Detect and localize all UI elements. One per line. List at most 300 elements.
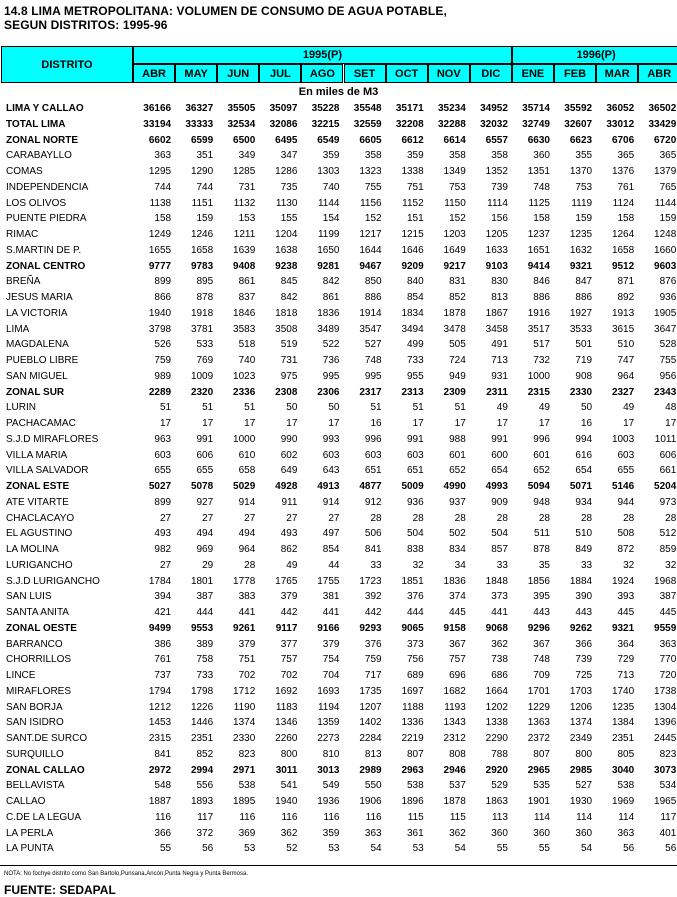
value-cell: 914 [322, 496, 340, 508]
district-name: ZONAL ESTE [6, 481, 70, 492]
value-cell: 2965 [527, 764, 550, 776]
value-cell: 5094 [527, 481, 550, 492]
table-row-total [0, 259, 677, 275]
value-cell: 9262 [569, 622, 593, 634]
district-name: BREÑA [6, 276, 41, 288]
value-cell: 1633 [485, 244, 508, 256]
district-name: ZONAL OESTE [6, 622, 77, 634]
value-cell: 982 [154, 544, 172, 555]
value-cell: 349 [238, 150, 256, 162]
value-cell: 1639 [233, 244, 256, 256]
value-cell: 366 [575, 638, 593, 650]
month-header: OCT [386, 64, 428, 83]
district-name: PACHACAMAC [6, 418, 76, 429]
value-cell: 2313 [401, 386, 424, 398]
value-cell: 389 [196, 638, 214, 650]
value-cell: 441 [322, 607, 340, 618]
value-cell: 1237 [527, 229, 550, 240]
value-cell: 17 [244, 418, 256, 429]
value-cell: 1374 [569, 717, 593, 729]
value-cell: 807 [533, 748, 550, 760]
value-cell: 606 [659, 449, 677, 461]
value-cell: 1203 [443, 229, 466, 240]
value-cell: 754 [322, 654, 340, 666]
value-cell: 740 [238, 355, 256, 366]
value-cell: 50 [286, 402, 298, 414]
month-header: ABR [638, 64, 677, 83]
district-name: ZONAL SUR [6, 386, 65, 398]
district-name: LOS OLIVOS [6, 197, 67, 209]
table-row [0, 574, 677, 590]
district-name: LURIGANCHO [6, 559, 73, 571]
value-cell: 886 [533, 292, 550, 303]
value-cell: 34952 [480, 103, 508, 114]
value-cell: 931 [491, 370, 508, 382]
value-cell: 1144 [317, 197, 340, 209]
value-cell: 990 [280, 433, 298, 445]
value-cell: 5071 [569, 481, 593, 492]
value-cell: 2308 [275, 386, 298, 398]
source-line: FUENTE: SEDAPAL [4, 883, 116, 897]
value-cell: 658 [238, 465, 256, 477]
value-cell: 512 [659, 528, 677, 540]
value-cell: 401 [659, 827, 677, 839]
value-cell: 114 [534, 811, 550, 823]
value-cell: 761 [154, 654, 172, 666]
value-cell: 1644 [359, 244, 382, 256]
value-cell: 526 [154, 339, 172, 351]
value-cell: 32749 [522, 118, 550, 130]
value-cell: 1376 [611, 166, 635, 177]
value-cell: 747 [617, 355, 635, 366]
value-cell: 28 [496, 512, 508, 524]
value-cell: 9296 [527, 622, 550, 634]
value-cell: 1836 [317, 307, 340, 319]
value-cell: 724 [449, 355, 466, 366]
value-cell: 859 [659, 544, 677, 555]
value-cell: 541 [280, 780, 298, 792]
value-cell: 909 [491, 496, 508, 508]
value-cell: 849 [575, 544, 593, 555]
value-cell: 840 [407, 276, 424, 288]
value-cell: 35234 [437, 103, 466, 114]
value-cell: 1906 [359, 796, 382, 807]
value-cell: 6720 [654, 134, 677, 146]
table-title: 14.8 LIMA METROPOLITANA: VOLUMEN DE CONSUMO DE AGUA POTABLE, [4, 4, 447, 18]
value-cell: 35548 [353, 103, 382, 114]
value-cell: 50 [580, 402, 593, 414]
value-cell: 56 [202, 843, 214, 855]
value-cell: 117 [660, 811, 677, 823]
value-cell: 1202 [485, 701, 508, 713]
value-cell: 27 [159, 512, 172, 524]
value-cell: 4990 [443, 481, 466, 492]
value-cell: 914 [238, 496, 256, 508]
value-cell: 55 [496, 843, 508, 855]
value-cell: 1940 [148, 307, 172, 319]
month-header: FEB [554, 64, 596, 83]
table-row [0, 794, 677, 810]
value-cell: 601 [449, 449, 466, 461]
value-cell: 55 [538, 843, 550, 855]
value-cell: 32086 [269, 118, 298, 130]
district-name: TOTAL LIMA [6, 118, 66, 130]
value-cell: 2351 [190, 733, 214, 744]
value-cell: 35592 [564, 103, 593, 114]
value-cell: 830 [491, 276, 508, 288]
value-cell: 5204 [654, 481, 677, 492]
value-cell: 51 [244, 402, 256, 414]
value-cell: 1755 [317, 575, 340, 587]
district-name: LA MOLINA [6, 544, 59, 555]
district-name: LURIN [6, 402, 37, 414]
district-name: INDEPENDENCIA [6, 181, 89, 193]
value-cell: 156 [491, 213, 508, 225]
value-cell: 1011 [654, 433, 677, 445]
value-cell: 643 [322, 465, 340, 477]
value-cell: 6623 [569, 134, 593, 146]
value-cell: 51 [454, 402, 466, 414]
value-cell: 603 [407, 449, 424, 461]
value-cell: 729 [617, 654, 635, 666]
value-cell: 1212 [148, 701, 172, 713]
district-name: MIRAFLORES [6, 685, 72, 697]
value-cell: 753 [449, 181, 466, 193]
value-cell: 655 [154, 465, 172, 477]
value-cell: 1338 [485, 717, 508, 729]
value-cell: 36327 [185, 103, 214, 114]
value-cell: 6706 [611, 134, 635, 146]
month-header: ENE [512, 64, 554, 83]
value-cell: 17 [202, 418, 214, 429]
table-row [0, 211, 677, 227]
district-name: SURQUILLO [6, 748, 64, 760]
value-cell: 878 [196, 292, 214, 303]
value-cell: 9467 [359, 260, 382, 272]
value-cell: 9281 [317, 260, 340, 272]
district-name: LA PUNTA [6, 843, 54, 855]
value-cell: 359 [322, 827, 340, 839]
value-cell: 1295 [148, 166, 172, 177]
value-cell: 510 [575, 528, 593, 540]
table-row [0, 558, 677, 574]
value-cell: 1878 [443, 307, 466, 319]
value-cell: 2219 [401, 733, 424, 744]
value-cell: 751 [407, 181, 424, 193]
value-cell: 1206 [569, 701, 593, 713]
value-cell: 1156 [360, 197, 382, 209]
value-cell: 758 [196, 654, 214, 666]
value-cell: 1211 [233, 229, 256, 240]
value-cell: 499 [407, 339, 424, 351]
value-cell: 1856 [527, 575, 550, 587]
value-cell: 527 [575, 780, 593, 792]
value-cell: 739 [575, 654, 593, 666]
value-cell: 33333 [185, 118, 214, 130]
value-cell: 35714 [522, 103, 550, 114]
value-cell: 2311 [486, 386, 508, 398]
table-row [0, 448, 677, 464]
value-cell: 995 [322, 370, 340, 382]
value-cell: 33 [580, 559, 593, 571]
value-cell: 1351 [527, 166, 550, 177]
district-name: LIMA Y CALLAO [6, 103, 84, 114]
value-cell: 421 [154, 607, 172, 618]
value-cell: 29 [202, 559, 214, 571]
month-header: JUL [259, 64, 301, 83]
value-cell: 381 [322, 591, 340, 603]
value-cell: 1336 [401, 717, 424, 729]
value-cell: 390 [575, 591, 593, 603]
value-cell: 1818 [275, 307, 298, 319]
value-cell: 753 [575, 181, 593, 193]
value-cell: 36052 [606, 103, 635, 114]
value-cell: 376 [407, 591, 424, 603]
value-cell: 16 [370, 418, 382, 429]
value-cell: 35 [538, 559, 550, 571]
value-cell: 535 [533, 780, 550, 792]
value-cell: 366 [154, 827, 172, 839]
value-cell: 442 [280, 607, 298, 618]
district-name: S.MARTIN DE P. [6, 244, 82, 256]
value-cell: 686 [491, 670, 508, 681]
district-name: EL AGUSTINO [6, 528, 73, 540]
value-cell: 651 [407, 465, 424, 477]
value-cell: 3040 [611, 764, 635, 776]
value-cell: 1359 [317, 717, 340, 729]
value-cell: 2327 [611, 386, 635, 398]
value-cell: 908 [575, 370, 593, 382]
value-cell: 823 [659, 748, 677, 760]
value-cell: 1323 [359, 166, 382, 177]
value-cell: 857 [491, 544, 508, 555]
value-cell: 936 [659, 292, 677, 303]
value-cell: 1199 [317, 229, 340, 240]
value-cell: 991 [491, 433, 508, 445]
district-name: CHACLACAYO [6, 512, 75, 524]
value-cell: 2372 [527, 733, 550, 744]
value-cell: 33 [370, 559, 382, 571]
value-cell: 17 [454, 418, 466, 429]
value-cell: 49 [538, 402, 550, 414]
value-cell: 6602 [148, 134, 172, 146]
value-cell: 733 [407, 355, 424, 366]
value-cell: 387 [196, 591, 214, 603]
value-cell: 1207 [359, 701, 382, 713]
table-row [0, 227, 677, 243]
table-row [0, 369, 677, 385]
value-cell: 813 [364, 748, 382, 760]
table-row [0, 826, 677, 842]
value-cell: 989 [154, 370, 172, 382]
value-cell: 1285 [233, 166, 256, 177]
value-cell: 32288 [437, 118, 466, 130]
value-cell: 948 [533, 496, 550, 508]
value-cell: 759 [364, 654, 382, 666]
value-cell: 9408 [233, 260, 256, 272]
value-cell: 517 [533, 339, 550, 351]
value-cell: 363 [364, 827, 382, 839]
month-header: NOV [428, 64, 470, 83]
value-cell: 1658 [611, 244, 635, 256]
value-cell: 9553 [190, 622, 214, 634]
value-cell: 3458 [485, 323, 508, 335]
value-cell: 739 [491, 181, 508, 193]
value-cell: 117 [197, 811, 214, 823]
value-cell: 1346 [275, 717, 298, 729]
value-cell: 738 [491, 654, 508, 666]
value-cell: 3489 [317, 323, 340, 335]
value-cell: 9158 [443, 622, 466, 634]
value-cell: 360 [491, 827, 508, 839]
value-cell: 32215 [311, 118, 340, 130]
value-cell: 995 [364, 370, 382, 382]
value-cell: 362 [449, 827, 466, 839]
value-cell: 755 [364, 181, 382, 193]
value-cell: 537 [449, 780, 466, 792]
value-cell: 32 [665, 559, 677, 571]
value-cell: 831 [449, 276, 466, 288]
table-row [0, 416, 677, 432]
value-cell: 1916 [527, 307, 550, 319]
value-cell: 759 [154, 355, 172, 366]
value-cell: 44 [328, 559, 340, 571]
value-cell: 1901 [527, 796, 550, 807]
value-cell: 3011 [275, 764, 298, 776]
value-cell: 934 [575, 496, 593, 508]
value-cell: 2985 [569, 764, 593, 776]
value-cell: 1655 [148, 244, 172, 256]
value-cell: 1660 [654, 244, 677, 256]
table-row-total [0, 621, 677, 637]
value-cell: 912 [364, 496, 382, 508]
value-cell: 363 [659, 638, 677, 650]
district-name: MAGDALENA [6, 339, 69, 351]
value-cell: 2320 [190, 386, 214, 398]
value-cell: 736 [322, 355, 340, 366]
value-cell: 508 [617, 528, 635, 540]
value-cell: 28 [623, 512, 635, 524]
table-row-total [0, 479, 677, 495]
value-cell: 347 [280, 150, 298, 162]
district-name: PUEBLO LIBRE [6, 355, 79, 366]
district-name: CARABAYLLO [6, 150, 72, 162]
value-cell: 152 [364, 213, 382, 225]
value-cell: 538 [238, 780, 256, 792]
value-cell: 550 [364, 780, 382, 792]
value-cell: 1936 [317, 796, 340, 807]
value-cell: 362 [280, 827, 298, 839]
value-cell: 3494 [401, 323, 424, 335]
value-cell: 748 [533, 181, 550, 193]
value-cell: 1124 [612, 197, 635, 209]
value-cell: 847 [575, 276, 593, 288]
value-cell: 394 [154, 591, 172, 603]
table-row [0, 637, 677, 653]
value-cell: 361 [407, 827, 424, 839]
value-cell: 991 [407, 433, 424, 445]
value-cell: 655 [196, 465, 214, 477]
value-cell: 519 [280, 339, 298, 351]
value-cell: 358 [364, 150, 382, 162]
value-cell: 2315 [527, 386, 550, 398]
value-cell: 2290 [485, 733, 508, 744]
value-cell: 1188 [402, 701, 424, 713]
value-cell: 5029 [233, 481, 256, 492]
value-cell: 115 [449, 811, 466, 823]
value-cell: 719 [575, 355, 593, 366]
value-cell: 497 [322, 528, 340, 540]
value-cell: 17 [412, 418, 424, 429]
value-cell: 1878 [443, 796, 466, 807]
value-cell: 1352 [485, 166, 508, 177]
value-cell: 1697 [401, 685, 424, 697]
value-cell: 3547 [359, 323, 382, 335]
district-name: JESUS MARIA [6, 292, 73, 303]
value-cell: 2284 [359, 733, 382, 744]
value-cell: 154 [322, 213, 340, 225]
value-cell: 713 [491, 355, 508, 366]
value-cell: 1000 [233, 433, 256, 445]
value-cell: 364 [617, 638, 635, 650]
value-cell: 1226 [190, 701, 214, 713]
value-cell: 757 [449, 654, 466, 666]
value-cell: 810 [322, 748, 340, 760]
value-cell: 377 [280, 638, 298, 650]
value-cell: 556 [196, 780, 214, 792]
value-cell: 5078 [190, 481, 214, 492]
district-name: VILLA SALVADOR [6, 465, 89, 477]
value-cell: 32607 [564, 118, 593, 130]
value-cell: 35228 [311, 103, 340, 114]
value-cell: 27 [286, 512, 298, 524]
table-row-total [0, 101, 677, 117]
table-row [0, 306, 677, 322]
value-cell: 9217 [443, 260, 466, 272]
value-cell: 600 [491, 449, 508, 461]
value-cell: 654 [491, 465, 508, 477]
value-cell: 9321 [611, 622, 635, 634]
value-cell: 6549 [317, 134, 340, 146]
value-cell: 358 [491, 150, 508, 162]
value-cell: 689 [407, 670, 424, 681]
value-cell: 1924 [611, 575, 635, 587]
value-cell: 32 [623, 559, 635, 571]
value-cell: 1836 [443, 575, 466, 587]
table-row-total [0, 117, 677, 133]
value-cell: 49 [496, 402, 508, 414]
table-row [0, 196, 677, 212]
value-cell: 28 [454, 512, 466, 524]
value-cell: 661 [659, 465, 677, 477]
value-cell: 27 [244, 512, 256, 524]
value-cell: 32 [412, 559, 424, 571]
value-cell: 369 [238, 827, 256, 839]
value-cell: 862 [280, 544, 298, 555]
value-cell: 936 [407, 496, 424, 508]
value-cell: 528 [659, 339, 677, 351]
value-cell: 33012 [606, 118, 635, 130]
value-cell: 4877 [359, 481, 382, 492]
value-cell: 1132 [233, 197, 256, 209]
value-cell: 1246 [190, 229, 214, 240]
month-header: DIC [470, 64, 512, 83]
value-cell: 1000 [527, 370, 550, 382]
district-header: DISTRITO [1, 46, 133, 83]
value-cell: 3013 [317, 764, 340, 776]
value-cell: 2989 [359, 764, 382, 776]
value-cell: 393 [617, 591, 635, 603]
